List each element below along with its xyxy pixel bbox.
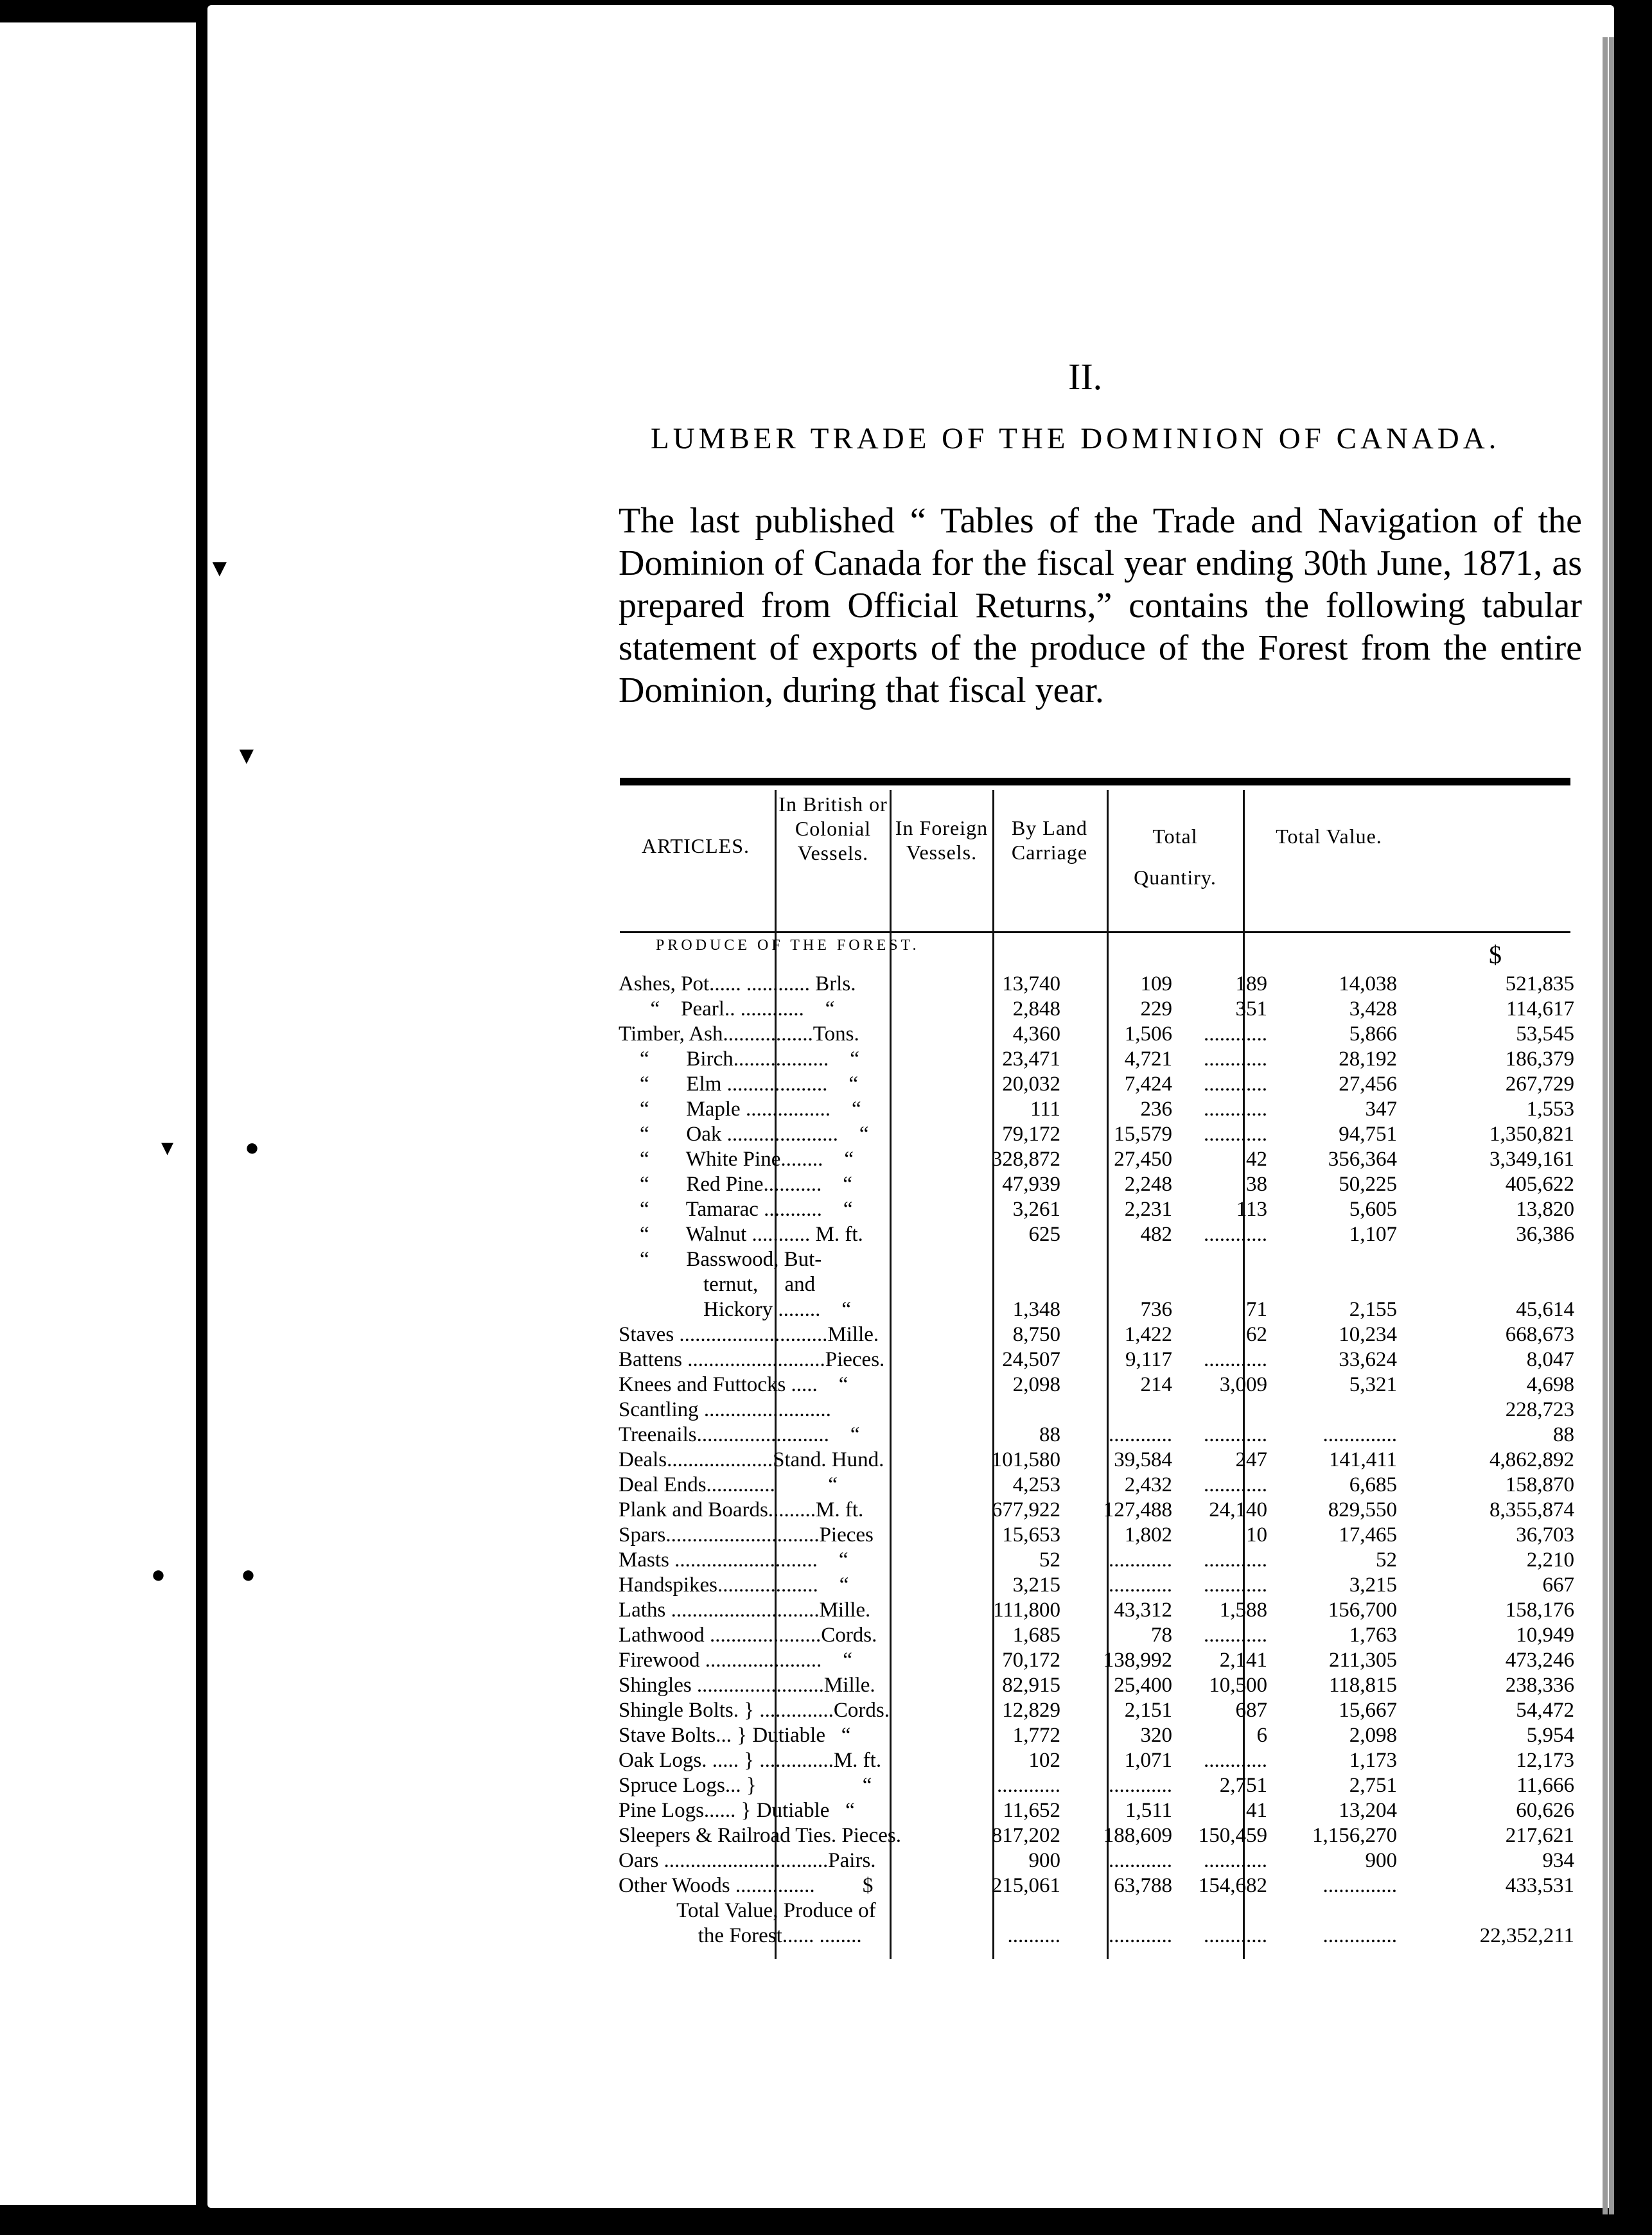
table-row [619, 1172, 1582, 1197]
intro-paragraph: The last published “ Tables of the Trade and Navigation of the Dominion of Canada for the fiscal year ending 30th June, 1871, as prepared from Official Returns,” contains the following tabular statement of exports of the produce of the Forest from the entire Dominion, during that fiscal year. [619, 501, 1582, 710]
total-quantity-cell: 94,751 [1339, 1123, 1397, 1146]
british-vessels-cell: 3,261 [1012, 1198, 1060, 1221]
british-vessels-cell: 102 [1028, 1749, 1060, 1772]
table-row [619, 1247, 1582, 1272]
table-row [619, 1322, 1582, 1347]
table-row [619, 1573, 1582, 1598]
article-cell: “ White Pine........ “ [619, 1148, 854, 1171]
article-cell: Plank and Boards.........M. ft. [619, 1498, 864, 1521]
total-quantity-cell: 156,700 [1328, 1599, 1397, 1622]
total-value-cell: 11,666 [1516, 1774, 1574, 1797]
land-carriage-cell: 154,682 [1198, 1874, 1267, 1897]
total-value-cell: 13,820 [1516, 1198, 1574, 1221]
total-value-cell: 114,617 [1506, 997, 1574, 1021]
article-cell: Spars.............................Pieces [619, 1523, 874, 1547]
foreign-vessels-cell: 63,788 [1114, 1874, 1172, 1897]
land-carriage-cell: 150,459 [1198, 1824, 1267, 1847]
land-carriage-cell: 6 [1256, 1724, 1267, 1747]
table-row [619, 972, 1582, 997]
article-cell: Oak Logs. ..... } ..............M. ft. [619, 1749, 882, 1772]
british-vessels-cell: 12,829 [1002, 1699, 1060, 1722]
foreign-vessels-cell: 1,802 [1124, 1523, 1172, 1547]
article-cell: Treenails......................... “ [619, 1423, 860, 1446]
total-quantity-cell: .............. [1322, 1924, 1397, 1947]
total-quantity-cell: 2,751 [1349, 1774, 1397, 1797]
table-body [619, 972, 1582, 1949]
foreign-vessels-cell: 9,117 [1125, 1348, 1172, 1371]
british-vessels-cell: 52 [1039, 1548, 1060, 1572]
total-quantity-cell: 211,305 [1328, 1649, 1397, 1672]
foreign-vessels-cell: 1,071 [1124, 1749, 1172, 1772]
table-row [619, 1898, 1582, 1924]
land-carriage-cell: ............ [1204, 1749, 1267, 1772]
land-carriage-cell: 351 [1235, 997, 1267, 1021]
table-row [619, 1072, 1582, 1097]
book-gutter [196, 0, 207, 2235]
land-carriage-cell: ............ [1204, 1573, 1267, 1597]
land-carriage-cell: 10 [1246, 1523, 1267, 1547]
book-page [151, 5, 1614, 2208]
foreign-vessels-cell: 39,584 [1114, 1448, 1172, 1471]
article-cell: “ Tamarac ........... “ [619, 1198, 853, 1221]
foreign-vessels-cell: ............ [1109, 1774, 1172, 1797]
table-header-rule [620, 931, 1570, 933]
table-row [619, 1698, 1582, 1723]
british-vessels-cell: 82,915 [1002, 1674, 1060, 1697]
total-value-cell: 4,698 [1526, 1373, 1574, 1396]
article-cell: “ Elm ................... “ [619, 1073, 859, 1096]
british-vessels-cell: 88 [1039, 1423, 1060, 1446]
total-quantity-cell: 52 [1376, 1548, 1397, 1572]
foreign-vessels-cell: 236 [1140, 1098, 1172, 1121]
total-quantity-cell: 900 [1365, 1849, 1397, 1872]
foreign-vessels-cell: 2,248 [1124, 1173, 1172, 1196]
table-row [619, 1423, 1582, 1448]
total-value-cell: 217,621 [1505, 1824, 1574, 1847]
total-quantity-cell: 10,234 [1339, 1323, 1397, 1346]
article-cell: Scantling ........................ [619, 1398, 852, 1421]
british-vessels-cell: 11,652 [1003, 1799, 1060, 1822]
article-cell: Staves ............................Mille. [619, 1323, 879, 1346]
total-value-cell: 36,386 [1516, 1223, 1574, 1246]
british-vessels-cell: 817,202 [991, 1824, 1060, 1847]
british-vessels-cell: 1,348 [1012, 1298, 1060, 1321]
total-quantity-cell: 15,667 [1339, 1699, 1397, 1722]
total-quantity-cell: 28,192 [1339, 1047, 1397, 1071]
total-value-cell: 228,723 [1505, 1398, 1574, 1421]
total-quantity-cell: .............. [1322, 1874, 1397, 1897]
foreign-vessels-cell: 43,312 [1114, 1599, 1172, 1622]
header-total-value: Total Value. [1276, 825, 1382, 848]
british-vessels-cell: 47,939 [1002, 1173, 1060, 1196]
foreign-vessels-cell: 1,506 [1124, 1022, 1172, 1046]
table-row [619, 1222, 1582, 1247]
land-carriage-cell: ............ [1204, 1849, 1267, 1872]
total-quantity-cell: 347 [1365, 1098, 1397, 1121]
total-value-cell: 1,553 [1526, 1098, 1574, 1121]
total-quantity-cell: 2,098 [1349, 1724, 1397, 1747]
table-row [619, 1598, 1582, 1623]
table-row [619, 1623, 1582, 1648]
foreign-vessels-cell: 78 [1151, 1624, 1172, 1647]
table-row [619, 1498, 1582, 1523]
total-value-cell: 12,173 [1516, 1749, 1574, 1772]
table-row [619, 997, 1582, 1022]
total-quantity-cell: 1,107 [1349, 1223, 1397, 1246]
total-value-cell: 22,352,211 [1479, 1924, 1574, 1947]
table-row [619, 1523, 1582, 1548]
land-carriage-cell: 113 [1236, 1198, 1267, 1221]
table-row [619, 1047, 1582, 1072]
table-row [619, 1673, 1582, 1698]
article-cell: Battens ..........................Pieces. [619, 1348, 885, 1371]
table-row [619, 1773, 1582, 1798]
land-carriage-cell: 1,588 [1219, 1599, 1267, 1622]
section-label: PRODUCE OF THE FOREST. [656, 937, 920, 954]
article-cell: Handspikes................... “ [619, 1573, 849, 1597]
total-quantity-cell: 5,605 [1349, 1198, 1397, 1221]
total-quantity-cell: 50,225 [1339, 1173, 1397, 1196]
british-vessels-cell: 111,800 [993, 1599, 1060, 1622]
land-carriage-cell: ............ [1204, 1473, 1267, 1496]
land-carriage-cell: ............ [1204, 1123, 1267, 1146]
land-carriage-cell: 687 [1235, 1699, 1267, 1722]
total-value-cell: 267,729 [1505, 1073, 1574, 1096]
table-row [619, 1147, 1582, 1172]
header-british-vessels: In British or Colonial Vessels. [778, 793, 888, 864]
article-cell: Deal Ends............. “ [619, 1473, 838, 1496]
land-carriage-cell: ............ [1204, 1924, 1267, 1947]
header-articles: ARTICLES. [642, 834, 750, 857]
article-cell: “ Red Pine........... “ [619, 1173, 852, 1196]
total-quantity-cell: 33,624 [1339, 1348, 1397, 1371]
british-vessels-cell: 1,772 [1012, 1724, 1060, 1747]
foreign-vessels-cell: ............ [1109, 1924, 1172, 1947]
british-vessels-cell: 3,215 [1012, 1573, 1060, 1597]
total-quantity-cell: 6,685 [1349, 1473, 1397, 1496]
land-carriage-cell: ............ [1204, 1047, 1267, 1071]
british-vessels-cell: 101,580 [991, 1448, 1060, 1471]
article-cell: “ Oak ..................... “ [619, 1123, 869, 1146]
british-vessels-cell: 8,750 [1012, 1323, 1060, 1346]
total-value-cell: 668,673 [1505, 1323, 1574, 1346]
land-carriage-cell: 2,751 [1219, 1774, 1267, 1797]
header-foreign-vessels: In Foreign Vessels. [895, 816, 989, 864]
total-quantity-cell: 356,364 [1328, 1148, 1397, 1171]
article-cell: Knees and Futtocks ..... “ [619, 1373, 848, 1396]
foreign-vessels-cell: 229 [1140, 997, 1172, 1021]
foreign-vessels-cell: 736 [1140, 1298, 1172, 1321]
british-vessels-cell: 4,253 [1012, 1473, 1060, 1496]
land-carriage-cell: ............ [1204, 1223, 1267, 1246]
total-value-cell: 934 [1542, 1849, 1574, 1872]
foreign-vessels-cell: ............ [1109, 1849, 1172, 1872]
table-row [619, 1297, 1582, 1322]
foreign-vessels-cell: 2,151 [1124, 1699, 1172, 1722]
article-cell: “ Basswood, But- [619, 1248, 822, 1271]
british-vessels-cell: 23,471 [1002, 1047, 1060, 1071]
land-carriage-cell: 42 [1246, 1148, 1267, 1171]
foreign-vessels-cell: 4,721 [1124, 1047, 1172, 1071]
article-cell: the Forest...... ........ [619, 1924, 862, 1947]
british-vessels-cell: 328,872 [991, 1148, 1060, 1171]
total-quantity-cell: 1,173 [1349, 1749, 1397, 1772]
margin-mark-icon: ● [245, 1134, 259, 1161]
foreign-vessels-cell: 127,488 [1103, 1498, 1172, 1521]
total-value-cell: 53,545 [1516, 1022, 1574, 1046]
foreign-vessels-cell: 27,450 [1114, 1148, 1172, 1171]
foreign-vessels-cell: 25,400 [1114, 1674, 1172, 1697]
total-value-cell: 5,954 [1526, 1724, 1574, 1747]
article-cell: “ Pearl.. ............ “ [619, 997, 835, 1021]
total-value-cell: 238,336 [1505, 1674, 1574, 1697]
total-quantity-cell: 829,550 [1328, 1498, 1397, 1521]
table-row [619, 1473, 1582, 1498]
table-row [619, 1924, 1582, 1949]
british-vessels-cell: 13,740 [1002, 972, 1060, 995]
article-cell: Deals....................Stand. Hund. [619, 1448, 884, 1471]
table-row [619, 1748, 1582, 1773]
land-carriage-cell: 38 [1246, 1173, 1267, 1196]
total-value-cell: 60,626 [1516, 1799, 1574, 1822]
land-carriage-cell: 189 [1235, 972, 1267, 995]
land-carriage-cell: ............ [1204, 1423, 1267, 1446]
total-value-cell: 433,531 [1505, 1874, 1574, 1897]
total-quantity-cell: .............. [1322, 1423, 1397, 1446]
foreign-vessels-cell: ............ [1109, 1423, 1172, 1446]
british-vessels-cell: 2,848 [1012, 997, 1060, 1021]
total-quantity-cell: 118,815 [1328, 1674, 1397, 1697]
article-cell: Firewood ...................... “ [619, 1649, 852, 1672]
article-cell: Shingle Bolts. } ..............Cords. [619, 1699, 890, 1722]
table-row [619, 1798, 1582, 1823]
british-vessels-cell: ............ [997, 1774, 1060, 1797]
total-quantity-cell: 14,038 [1339, 972, 1397, 995]
article-cell: “ Walnut ........... M. ft. [619, 1223, 863, 1246]
header-total-quantity: Total Quantiry. [1134, 825, 1217, 889]
british-vessels-cell: 24,507 [1002, 1348, 1060, 1371]
table-row [619, 1022, 1582, 1047]
facing-page-edge [0, 22, 196, 2205]
total-value-cell: 4,862,892 [1489, 1448, 1574, 1471]
table-row [619, 1122, 1582, 1147]
foreign-vessels-cell: 2,432 [1124, 1473, 1172, 1496]
total-value-cell: 158,176 [1505, 1599, 1574, 1622]
british-vessels-cell: 15,653 [1002, 1523, 1060, 1547]
foreign-vessels-cell: 2,231 [1124, 1198, 1172, 1221]
article-cell: Stave Bolts... } Dutiable “ [619, 1724, 851, 1747]
total-quantity-cell: 141,411 [1328, 1448, 1397, 1471]
total-quantity-cell: 3,215 [1349, 1573, 1397, 1597]
foreign-vessels-cell: 188,609 [1103, 1824, 1172, 1847]
total-value-cell: 3,349,161 [1489, 1148, 1574, 1171]
british-vessels-cell: 625 [1028, 1223, 1060, 1246]
land-carriage-cell: 71 [1246, 1298, 1267, 1321]
british-vessels-cell: 1,685 [1012, 1624, 1060, 1647]
land-carriage-cell: 2,141 [1219, 1649, 1267, 1672]
land-carriage-cell: ............ [1204, 1548, 1267, 1572]
total-quantity-cell: 13,204 [1339, 1799, 1397, 1822]
british-vessels-cell: 70,172 [1002, 1649, 1060, 1672]
article-cell: ternut, and [619, 1273, 816, 1296]
british-vessels-cell: 79,172 [1002, 1123, 1060, 1146]
land-carriage-cell: 10,500 [1209, 1674, 1267, 1697]
total-quantity-cell: 5,866 [1349, 1022, 1397, 1046]
table-top-rule [620, 778, 1570, 785]
land-carriage-cell: ............ [1204, 1348, 1267, 1371]
table-row [619, 1097, 1582, 1122]
table-row [619, 1448, 1582, 1473]
land-carriage-cell: 3,009 [1219, 1373, 1267, 1396]
land-carriage-cell: ............ [1204, 1022, 1267, 1046]
foreign-vessels-cell: 109 [1140, 972, 1172, 995]
british-vessels-cell: 111 [1030, 1098, 1060, 1121]
total-value-cell: 521,835 [1505, 972, 1574, 995]
header-land-carriage: By Land Carriage [1011, 816, 1088, 864]
article-cell: Timber, Ash.................Tons. [619, 1022, 859, 1046]
total-quantity-cell: 3,428 [1349, 997, 1397, 1021]
total-value-cell: 405,622 [1505, 1173, 1574, 1196]
currency-symbol: $ [1489, 940, 1502, 969]
total-value-cell: 186,379 [1505, 1047, 1574, 1071]
margin-mark-icon: ● [151, 1561, 166, 1588]
foreign-vessels-cell: 1,511 [1125, 1799, 1172, 1822]
total-value-cell: 2,210 [1526, 1548, 1574, 1572]
british-vessels-cell: 4,360 [1012, 1022, 1060, 1046]
article-cell: Ashes, Pot...... ............ Brls. [619, 972, 856, 995]
article-cell: “ Maple ................ “ [619, 1098, 861, 1121]
british-vessels-cell: 215,061 [991, 1874, 1060, 1897]
foreign-vessels-cell: 214 [1140, 1373, 1172, 1396]
page-edge-line [1609, 37, 1614, 2214]
land-carriage-cell: 41 [1246, 1799, 1267, 1822]
table-row [619, 1372, 1582, 1398]
table-row [619, 1197, 1582, 1222]
total-value-cell: 1,350,821 [1489, 1123, 1574, 1146]
article-cell: Oars ...............................Pairs. [619, 1849, 876, 1872]
page-edge-line [1603, 37, 1608, 2214]
total-quantity-cell: 17,465 [1339, 1523, 1397, 1547]
margin-mark-icon: ▼ [234, 742, 259, 769]
total-value-cell: 8,355,874 [1489, 1498, 1574, 1521]
british-vessels-cell: 677,922 [991, 1498, 1060, 1521]
article-cell: Total Value, Produce of [619, 1899, 876, 1922]
foreign-vessels-cell: 7,424 [1124, 1073, 1172, 1096]
article-cell: Pine Logs...... } Dutiable “ [619, 1799, 855, 1822]
total-value-cell: 45,614 [1516, 1298, 1574, 1321]
article-cell: Sleepers & Railroad Ties. Pieces. [619, 1824, 901, 1847]
article-cell: Lathwood .....................Cords. [619, 1624, 877, 1647]
land-carriage-cell: ............ [1204, 1624, 1267, 1647]
article-cell: Laths ............................Mille. [619, 1599, 871, 1622]
table-row [619, 1723, 1582, 1748]
british-vessels-cell: 900 [1028, 1849, 1060, 1872]
land-carriage-cell: 24,140 [1209, 1498, 1267, 1521]
article-cell: Spruce Logs... } “ [619, 1774, 872, 1797]
total-value-cell: 54,472 [1516, 1699, 1574, 1722]
total-value-cell: 10,949 [1516, 1624, 1574, 1647]
total-value-cell: 36,703 [1516, 1523, 1574, 1547]
total-value-cell: 158,870 [1505, 1473, 1574, 1496]
total-quantity-cell: 2,155 [1349, 1298, 1397, 1321]
total-value-cell: 8,047 [1526, 1348, 1574, 1371]
total-quantity-cell: 5,321 [1349, 1373, 1397, 1396]
foreign-vessels-cell: ............ [1109, 1573, 1172, 1597]
total-quantity-cell: 1,763 [1349, 1624, 1397, 1647]
foreign-vessels-cell: 320 [1140, 1724, 1172, 1747]
table-row [619, 1848, 1582, 1873]
table-row [619, 1272, 1582, 1297]
land-carriage-cell: 62 [1246, 1323, 1267, 1346]
table-row [619, 1823, 1582, 1848]
foreign-vessels-cell: ............ [1109, 1548, 1172, 1572]
british-vessels-cell: 20,032 [1002, 1073, 1060, 1096]
article-cell: Shingles ........................Mille. [619, 1674, 875, 1697]
foreign-vessels-cell: 138,992 [1103, 1649, 1172, 1672]
land-carriage-cell: ............ [1204, 1098, 1267, 1121]
table-row [619, 1398, 1582, 1423]
foreign-vessels-cell: 1,422 [1124, 1323, 1172, 1346]
land-carriage-cell: ............ [1204, 1073, 1267, 1096]
section-number: II. [1068, 356, 1103, 398]
article-cell: “ Birch.................. “ [619, 1047, 859, 1071]
total-value-cell: 473,246 [1505, 1649, 1574, 1672]
article-cell: Masts ........................... “ [619, 1548, 848, 1572]
article-cell: Hickory ........ “ [619, 1298, 852, 1321]
foreign-vessels-cell: 482 [1140, 1223, 1172, 1246]
page-title: LUMBER TRADE OF THE DOMINION OF CANADA. [651, 422, 1500, 455]
british-vessels-cell: .......... [1007, 1924, 1060, 1947]
british-vessels-cell: 2,098 [1012, 1373, 1060, 1396]
article-cell: Other Woods ............... $ [619, 1874, 874, 1897]
table-row [619, 1873, 1582, 1898]
total-value-cell: 88 [1553, 1423, 1574, 1446]
land-carriage-cell: 247 [1235, 1448, 1267, 1471]
foreign-vessels-cell: 15,579 [1114, 1123, 1172, 1146]
total-value-cell: 667 [1542, 1573, 1574, 1597]
margin-mark-icon: ● [241, 1561, 256, 1588]
margin-mark-icon: ▼ [207, 555, 232, 582]
total-quantity-cell: 27,456 [1339, 1073, 1397, 1096]
table-row [619, 1648, 1582, 1673]
table-row [619, 1548, 1582, 1573]
total-quantity-cell: 1,156,270 [1312, 1824, 1397, 1847]
margin-mark-icon: ▾ [161, 1134, 174, 1161]
table-row [619, 1347, 1582, 1372]
